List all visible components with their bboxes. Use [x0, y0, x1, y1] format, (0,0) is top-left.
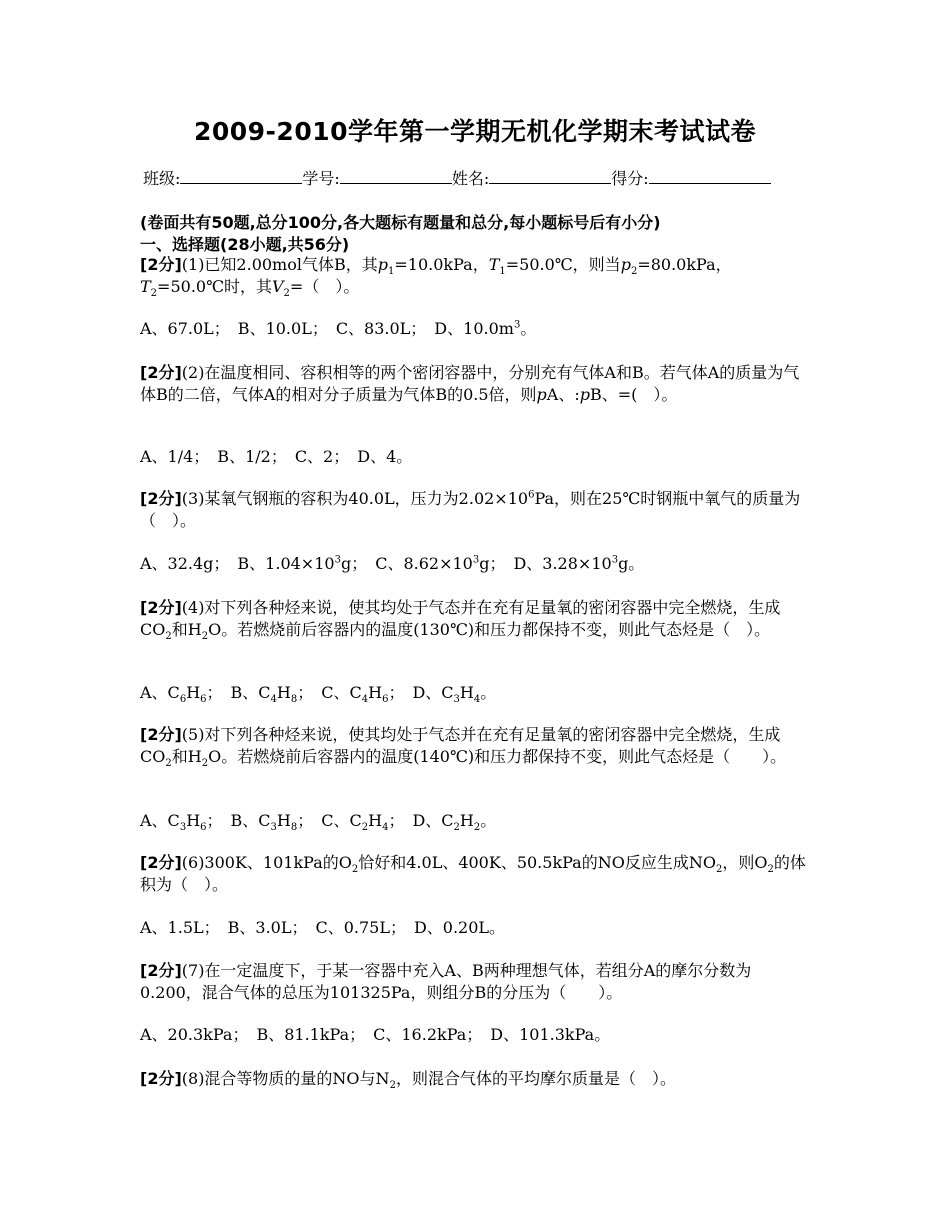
- student-id-blank: [340, 169, 452, 184]
- question-6-options: A、1.5L； B、3.0L； C、0.75L； D、0.20L。: [140, 918, 506, 937]
- question-3: [140, 488, 812, 532]
- question-text: (8)混合等物质的量的NO与$N_2$，则混合气体的平均摩尔质量是（ ）。: [181, 1069, 676, 1092]
- student-info-row: [143, 166, 823, 189]
- question-score: [2分]: [140, 363, 182, 382]
- question-text: (5)对下列各种烃来说，使其均处于气态并在充有足量氧的密闭容器中完全燃烧，生成$CO_2$和$H_2O$。若燃烧前后容器内的温度(140℃)和压力都保持不变，则此气态烃是（ ）。: [140, 725, 787, 770]
- question-text: (6)300K、101kPa的$O_2$恰好和4.0L、400K、50.5kPa的NO反应生成$NO_2$，则$O_2$的体积为（ ）。: [140, 853, 806, 894]
- question-5: [140, 724, 812, 768]
- section-title: 一、选择题(28小题,共56分): [140, 235, 350, 254]
- question-score: [2分]: [140, 255, 182, 274]
- question-2-options: A、1/4； B、1/2； C、2； D、4。: [140, 447, 413, 466]
- question-6: [140, 852, 812, 896]
- question-score: [2分]: [140, 725, 182, 744]
- exam-title: 2009-2010学年第一学期无机化学期末考试试卷: [193, 117, 757, 146]
- question-score: [2分]: [140, 489, 182, 508]
- question-2: [140, 362, 812, 406]
- question-7: [140, 960, 812, 1004]
- score-label: 得分:: [611, 169, 649, 188]
- question-score: [2分]: [140, 853, 182, 872]
- question-1-options: A、67.0L； B、10.0L； C、83.0L； D、$10.0m^3$。: [140, 319, 537, 338]
- question-text: (7)在一定温度下，于某一容器中充入A、B两种理想气体，若组分A的摩尔分数为0.200，混合气体的总压为101325Pa，则组分B的分压为（ ）。: [140, 961, 752, 1002]
- name-label: 姓名:: [451, 169, 490, 188]
- question-score: [2分]: [140, 961, 182, 980]
- question-1: [140, 254, 812, 298]
- question-8: [140, 1068, 812, 1090]
- question-text: (3)某氧气钢瓶的容积为40.0L，压力为$2.02\times 10^6Pa$，则在25℃时钢瓶中氧气的质量为（ ）。: [140, 489, 801, 530]
- question-7-options: A、20.3kPa； B、81.1kPa； C、16.2kPa； D、101.3kPa。: [140, 1025, 611, 1044]
- question-4: [140, 597, 812, 641]
- exam-note: (卷面共有50题,总分100分,各大题标有题量和总分,每小题标号后有小分): [140, 213, 661, 232]
- question-text: (2)在温度相同、容积相等的两个密闭容器中，分别充有气体A和B。若气体A的质量为气体B的二倍，气体A的相对分子质量为气体B的0.5倍，则pA、:pB、=( ）。: [140, 363, 800, 404]
- name-blank: [489, 169, 611, 184]
- question-4-options: A、$C_6H_6$； B、$C_4H_8$； C、$C_4H_6$； D、$C_3H_4$。: [140, 683, 497, 706]
- question-5-options: A、$C_3H_6$； B、$C_3H_8$； C、$C_2H_4$； D、$C_2H_2$。: [140, 811, 497, 834]
- question-score: [2分]: [140, 598, 182, 617]
- score-blank: [649, 169, 771, 184]
- class-blank: [180, 169, 302, 184]
- student-id-label: 学号:: [302, 169, 340, 188]
- question-text: (1)已知2.00mol气体B，其$p_1=10.0kPa$，$T_1=50.0℃$，则当$p_2=80.0kPa$，$T_2=50.0℃$时，其$V_2=$（ ）。: [140, 255, 732, 300]
- question-3-options: A、32.4g； B、$1.04\times 10^3g$； C、$8.62\times 10^3g$； D、$3.28\times 10^3g$。: [140, 554, 645, 573]
- question-score: [2分]: [140, 1069, 182, 1088]
- class-label: 班级:: [143, 169, 181, 188]
- question-text: (4)对下列各种烃来说，使其均处于气态并在充有足量氧的密闭容器中完全燃烧，生成$CO_2$和$H_2O$。若燃烧前后容器内的温度(130℃)和压力都保持不变，则此气态烃是（ ）。: [140, 598, 781, 643]
